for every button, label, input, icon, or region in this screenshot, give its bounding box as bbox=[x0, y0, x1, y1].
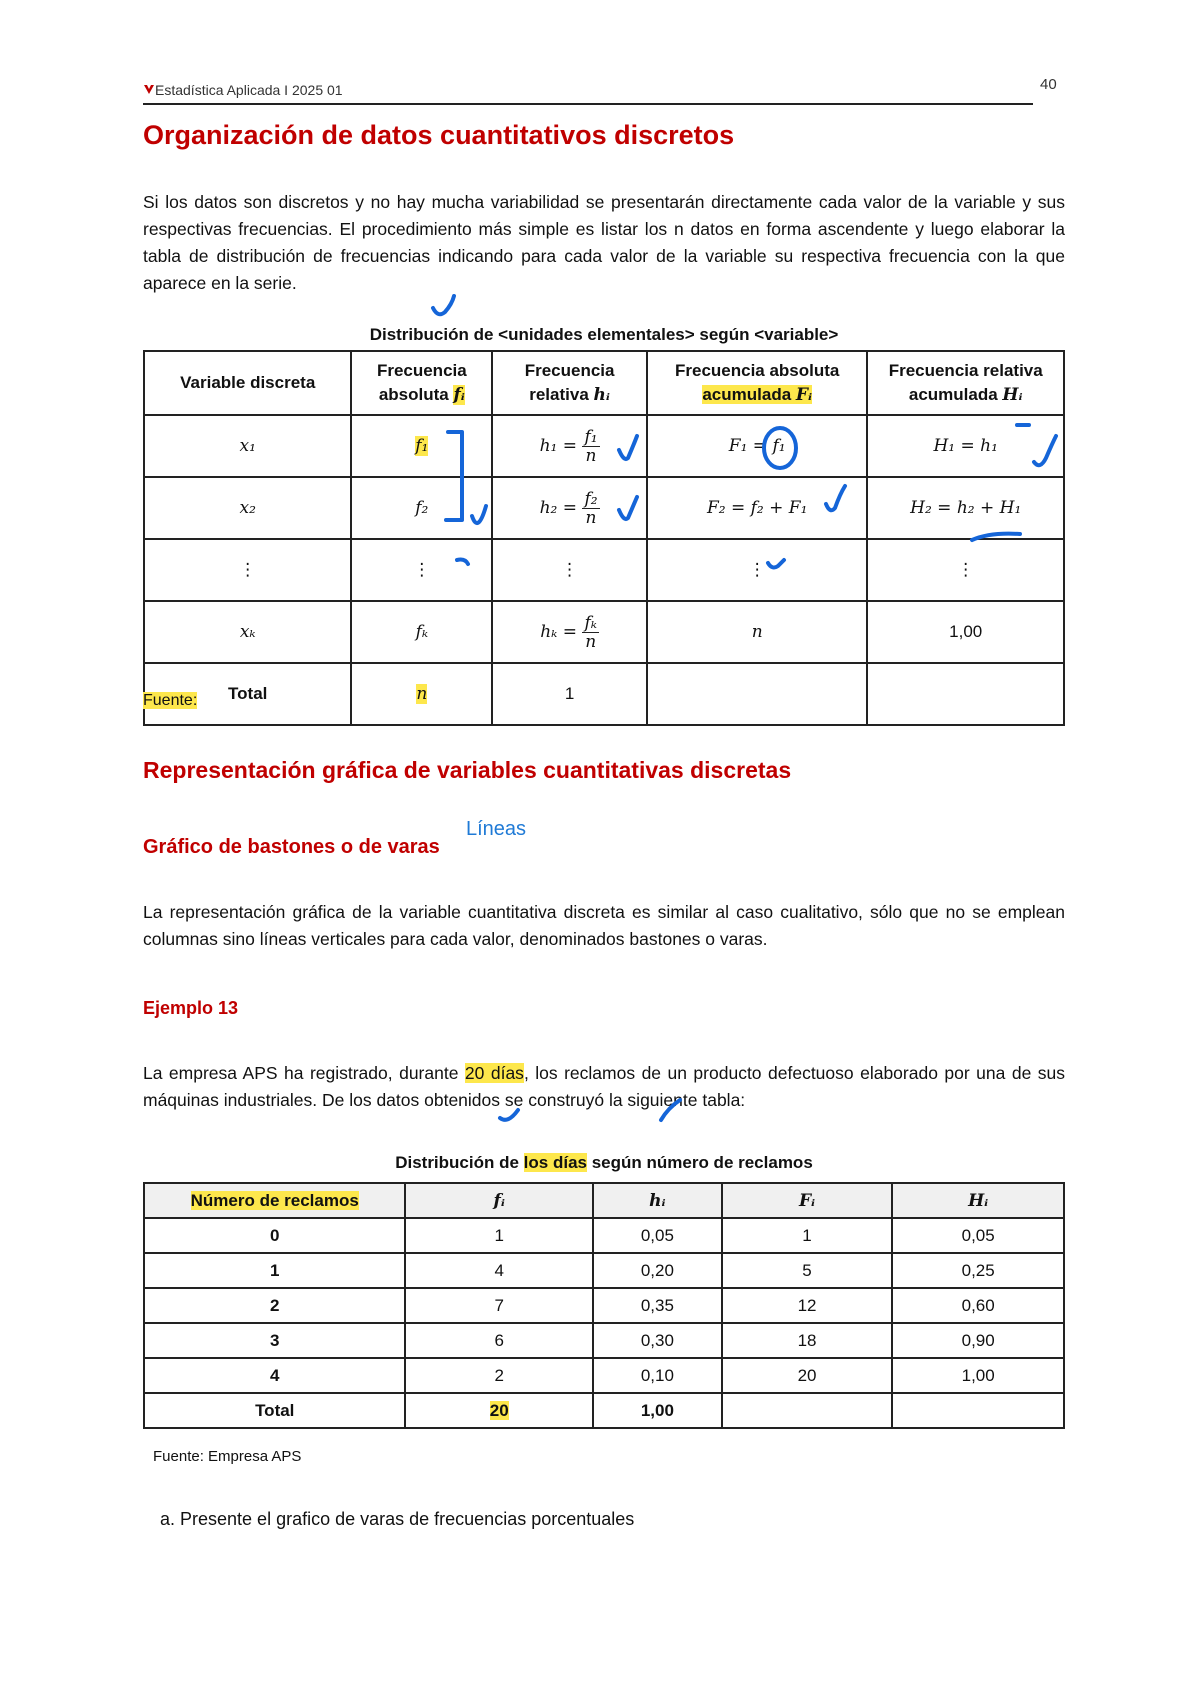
checkmark-icon bbox=[768, 560, 784, 567]
fraction-denominator: n bbox=[585, 631, 597, 652]
question-a: a. Presente el grafico de varas de frecuencias porcentuales bbox=[160, 1509, 635, 1529]
handwritten-note: Líneas bbox=[466, 818, 527, 840]
total-fi-value: 20 bbox=[489, 1400, 509, 1420]
checkmark-icon bbox=[433, 296, 454, 314]
header-symbol: fᵢ bbox=[453, 385, 465, 405]
intro-paragraph: Si los datos son discretos y no hay mucha variabilidad se presentarán directamente cada valor de la variable y sus respectivas frecuencias. El procedimiento más simple es listar los n datos en forma ascendente y luego elaborar la tabla de distribución de frecuencias indicando para cada valor de la variable su respectiva frecuencia con la que aparece en la serie. bbox=[143, 192, 1065, 293]
cell-fi: 2 bbox=[405, 1358, 593, 1393]
cell-x: x₁ bbox=[144, 415, 351, 477]
header-symbol: Hᵢ bbox=[1002, 385, 1023, 405]
header-title: Estadística Aplicada I 2025 01 bbox=[155, 82, 343, 98]
cell-fi: 7 bbox=[405, 1288, 593, 1323]
total-label: Total bbox=[144, 663, 351, 725]
table2-source: Fuente: Empresa APS bbox=[153, 1448, 302, 1465]
header-label: Variable discreta bbox=[180, 373, 316, 392]
cell-Fi: 18 bbox=[722, 1323, 893, 1358]
header-symbol: Fᵢ bbox=[795, 385, 813, 405]
header-fi: fᵢ bbox=[405, 1183, 593, 1218]
cell-x: ⋮ bbox=[144, 539, 351, 601]
cell-hi: 0,10 bbox=[593, 1358, 722, 1393]
cell-hi: 0,20 bbox=[593, 1253, 722, 1288]
text: según número de reclamos bbox=[586, 1153, 813, 1172]
fraction-denominator: n bbox=[585, 507, 597, 528]
checkmark-icon bbox=[500, 1110, 518, 1120]
cell-Hi: 1,00 bbox=[892, 1358, 1064, 1393]
cell-fi: 1 bbox=[405, 1218, 593, 1253]
total-label: Total bbox=[144, 1393, 405, 1428]
cell-reclamos: 1 bbox=[144, 1253, 405, 1288]
checkmark-icon bbox=[619, 497, 637, 519]
fraction-numerator: f₁ bbox=[584, 426, 598, 447]
bastones-paragraph: La representación gráfica de la variable cuantitativa discreta es similar al caso cualitativo, sólo que no se emplean columnas sino líneas verticales para cada valor, denominados bastones o varas. bbox=[143, 902, 1065, 949]
header-label: Frecuencia absoluta bbox=[674, 361, 840, 380]
total-hi: 1,00 bbox=[593, 1393, 722, 1428]
example-title: Ejemplo 13 bbox=[143, 998, 239, 1018]
cell-reclamos: 2 bbox=[144, 1288, 405, 1323]
cell-hi: 0,30 bbox=[593, 1323, 722, 1358]
header-symbol: hᵢ bbox=[593, 385, 610, 405]
header-label: relativa bbox=[529, 385, 594, 404]
text: Distribución de bbox=[395, 1153, 524, 1172]
checkmark-icon bbox=[619, 436, 637, 459]
checkmark-icon bbox=[826, 486, 845, 510]
cell-f: ⋮ bbox=[351, 539, 492, 601]
cell-Hi: 0,60 bbox=[892, 1288, 1064, 1323]
highlighted-text: 20 días bbox=[464, 1063, 524, 1083]
cell-Hi: 0,05 bbox=[892, 1218, 1064, 1253]
cell-Hi: 0,90 bbox=[892, 1323, 1064, 1358]
cell-H: 1,00 bbox=[867, 601, 1064, 663]
cell-f: fₖ bbox=[351, 601, 492, 663]
header-label: acumulada bbox=[702, 385, 796, 404]
cell-x: x₂ bbox=[144, 477, 351, 539]
text: , los reclamos de un producto defectuoso elaborado por una de sus máquinas industriales. De los datos obtenidos se construyó la siguiente tabla: bbox=[143, 1063, 1065, 1110]
cell-reclamos: 4 bbox=[144, 1358, 405, 1393]
cell-F: F₂ = f₂ + F₁ bbox=[647, 477, 867, 539]
cell-reclamos: 0 bbox=[144, 1218, 405, 1253]
cell-f-value: f₁ bbox=[415, 436, 429, 456]
header-label: acumulada bbox=[908, 385, 1003, 404]
checkmark-icon bbox=[661, 1100, 680, 1120]
cell-Hi: 0,25 bbox=[892, 1253, 1064, 1288]
section-title-organizacion: Organización de datos cuantitativos discretos bbox=[143, 120, 735, 150]
cell-Fi: 12 bbox=[722, 1288, 893, 1323]
section-title-representacion: Representación gráfica de variables cuantitativas discretas bbox=[143, 757, 792, 783]
cell-h: ⋮ bbox=[492, 539, 647, 601]
dash-icon bbox=[457, 560, 468, 565]
h-lhs: hₖ = bbox=[540, 621, 578, 642]
header-hi: hᵢ bbox=[593, 1183, 722, 1218]
cell-Fi: 20 bbox=[722, 1358, 893, 1393]
highlighted-text: los días bbox=[523, 1153, 587, 1172]
underline-icon bbox=[972, 534, 1020, 540]
header-label: Frecuencia relativa bbox=[888, 361, 1043, 380]
header-label: Frecuencia bbox=[376, 361, 467, 380]
cell-fi: 4 bbox=[405, 1253, 593, 1288]
fraction-denominator: n bbox=[585, 445, 597, 466]
cell-H: H₂ = h₂ + H₁ bbox=[867, 477, 1064, 539]
cell-F: n bbox=[647, 601, 867, 663]
cell-F: F₁ = f₁ bbox=[647, 415, 867, 477]
cell-H: ⋮ bbox=[867, 539, 1064, 601]
page-number: 40 bbox=[1040, 76, 1057, 93]
circle-icon bbox=[764, 428, 796, 468]
checkmark-icon bbox=[472, 506, 486, 523]
cell-fi: 6 bbox=[405, 1323, 593, 1358]
table1-caption: Distribución de <unidades elementales> según <variable> bbox=[369, 325, 839, 344]
fraction-numerator: fₖ bbox=[584, 612, 597, 633]
cell-H: H₁ = h₁ bbox=[867, 415, 1064, 477]
header-label: Número de reclamos bbox=[190, 1190, 359, 1210]
cell-f: f₂ bbox=[351, 477, 492, 539]
h-lhs: h₂ = bbox=[539, 497, 578, 518]
total-f-value: n bbox=[416, 684, 428, 704]
header-label: absoluta bbox=[378, 385, 454, 404]
cell-F: ⋮ bbox=[647, 539, 867, 601]
bracket-icon bbox=[446, 432, 462, 520]
h-lhs: h₁ = bbox=[539, 435, 578, 456]
fraction-numerator: f₂ bbox=[584, 488, 598, 509]
source-label: Fuente: bbox=[143, 692, 198, 709]
cell-Fi: 5 bbox=[722, 1253, 893, 1288]
cell-hi: 0,35 bbox=[593, 1288, 722, 1323]
cell-x: xₖ bbox=[144, 601, 351, 663]
cell-reclamos: 3 bbox=[144, 1323, 405, 1358]
text: La empresa APS ha registrado, durante bbox=[143, 1063, 465, 1083]
cell-hi: 0,05 bbox=[593, 1218, 722, 1253]
header-Fi: Fᵢ bbox=[722, 1183, 893, 1218]
header-label-text: Frecuencia bbox=[524, 361, 615, 380]
header-Hi: Hᵢ bbox=[892, 1183, 1064, 1218]
subtitle-grafico-bastones: Gráfico de bastones o de varas bbox=[143, 836, 440, 858]
cell-Fi: 1 bbox=[722, 1218, 893, 1253]
checkmark-icon bbox=[1034, 436, 1056, 465]
total-h: 1 bbox=[492, 663, 647, 725]
